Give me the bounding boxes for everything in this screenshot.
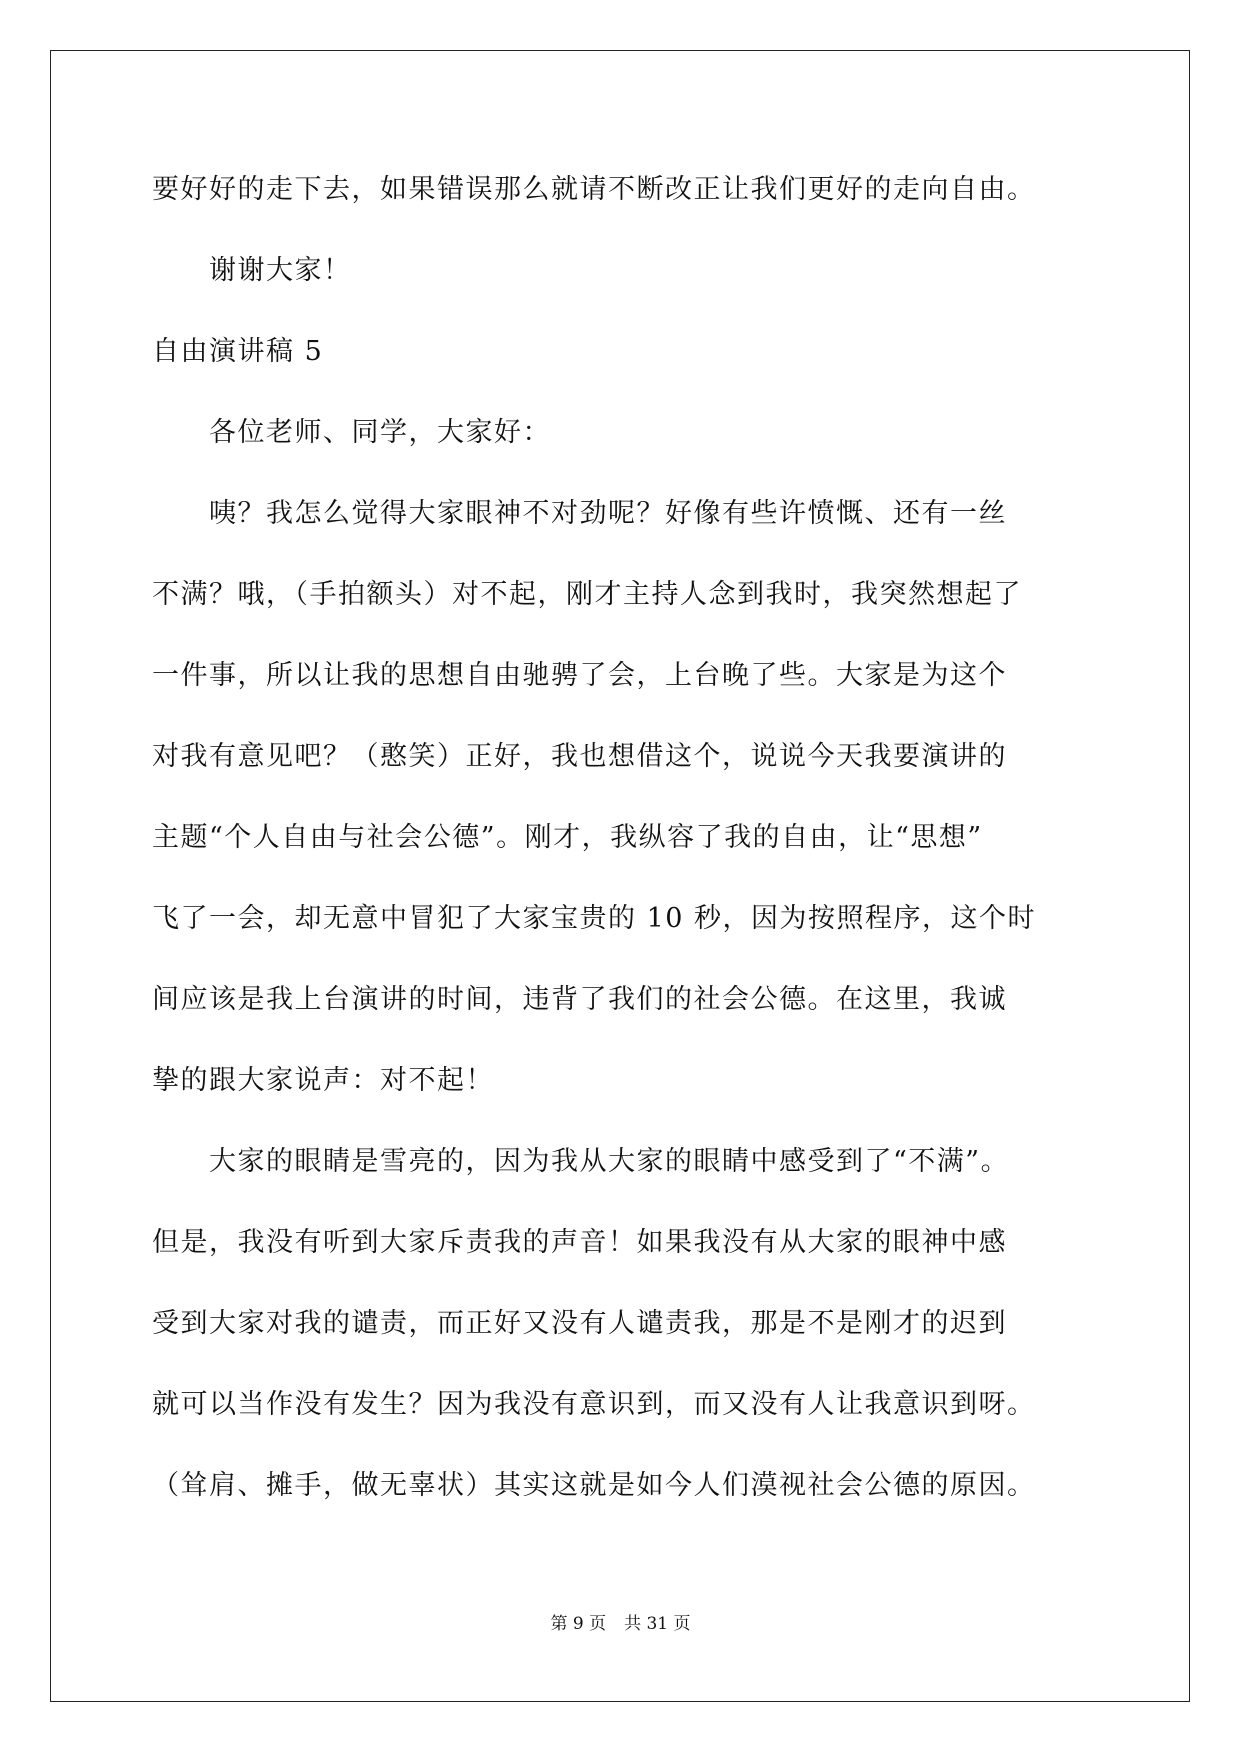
text-line: 但是，我没有听到大家斥责我的声音！如果我没有从大家的眼神中感 (152, 1227, 1007, 1258)
text-line: 对我有意见吧？（憨笑）正好，我也想借这个，说说今天我要演讲的 (152, 741, 1007, 772)
page-number: 第 9 页 (550, 1614, 607, 1634)
text-line: 一件事，所以让我的思想自由驰骋了会，上台晚了些。大家是为这个 (152, 660, 1007, 691)
text-line: 挚的跟大家说声：对不起！ (152, 1065, 494, 1096)
text-line: 就可以当作没有发生？因为我没有意识到，而又没有人让我意识到呀。 (152, 1389, 1036, 1420)
text-line: 各位老师、同学，大家好： (152, 417, 551, 448)
page-total: 共 31 页 (624, 1614, 691, 1634)
page-border (50, 50, 1190, 1702)
text-line: 要好好的走下去，如果错误那么就请不断改正让我们更好的走向自由。 (152, 174, 1036, 205)
text-line: 间应该是我上台演讲的时间，违背了我们的社会公德。在这里，我诚 (152, 984, 1007, 1015)
section-heading: 自由演讲稿 5 (152, 336, 324, 367)
text-line: （耸肩、摊手，做无辜状）其实这就是如今人们漠视社会公德的原因。 (152, 1470, 1036, 1501)
text-line: 谢谢大家！ (152, 255, 352, 286)
text-line: 主题“个人自由与社会公德”。刚才，我纵容了我的自由，让“思想” (152, 822, 983, 853)
text-line: 不满？哦，（手拍额头）对不起，刚才主持人念到我时，我突然想起了 (152, 579, 1022, 610)
page-footer (0, 1612, 1241, 1636)
text-line: 飞了一会，却无意中冒犯了大家宝贵的 10 秒，因为按照程序，这个时 (152, 903, 1037, 934)
text-line: 咦？我怎么觉得大家眼神不对劲呢？好像有些许愤慨、还有一丝 (152, 498, 1007, 529)
text-line: 大家的眼睛是雪亮的，因为我从大家的眼睛中感受到了“不满”。 (152, 1146, 1010, 1177)
text-line: 受到大家对我的谴责，而正好又没有人谴责我，那是不是刚才的迟到 (152, 1308, 1007, 1339)
